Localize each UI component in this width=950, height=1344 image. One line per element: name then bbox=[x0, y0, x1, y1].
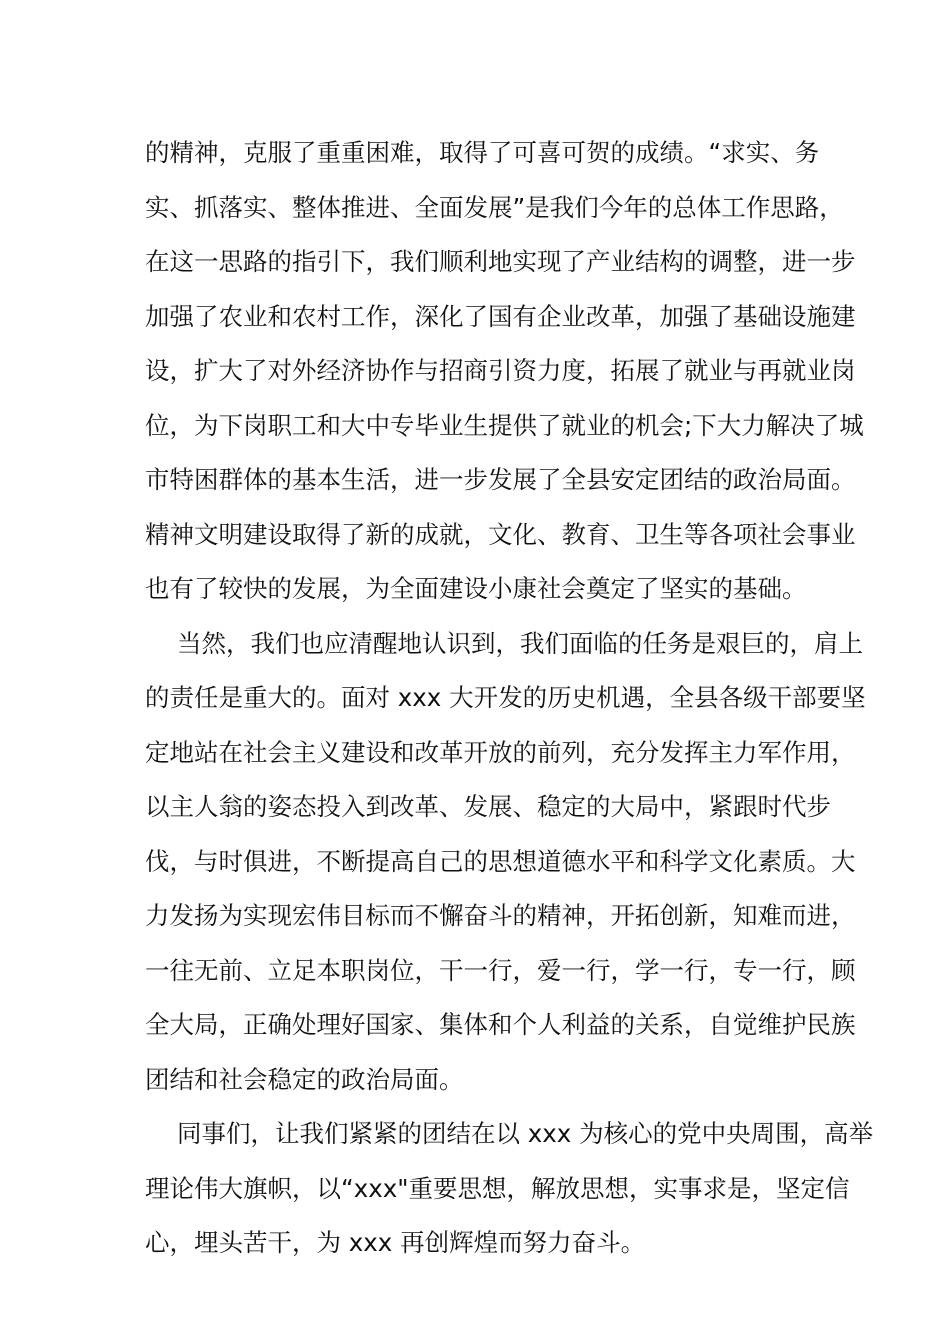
text-line: 心，埋头苦干，为 xxx 再创辉煌而努力奋斗。 bbox=[145, 1228, 646, 1257]
text-line: 定地站在社会主义建设和改革开放的前列，充分发挥主力军作用， bbox=[145, 737, 856, 767]
paragraph-2 bbox=[145, 617, 866, 1108]
paragraph-3 bbox=[145, 1107, 874, 1271]
text-line: 全大局，正确处理好国家、集体和个人利益的关系，自觉维护民族 bbox=[145, 1010, 856, 1039]
text-line: 当然，我们也应清醒地认识到，我们面临的任务是艰巨的，肩上 bbox=[177, 628, 863, 658]
text-line: 实、抓落实、整体推进、全面发展”是我们今年的总体工作思路， bbox=[145, 192, 844, 222]
text-line: 以主人翁的姿态投入到改革、发展、稳定的大局中，紧跟时代步 bbox=[145, 792, 831, 821]
text-line: 一往无前、立足本职岗位，干一行，爱一行，学一行，专一行，顾 bbox=[145, 955, 856, 985]
text-line: 力发扬为实现宏伟目标而不懈奋斗的精神，开拓创新，知难而进， bbox=[145, 901, 856, 930]
text-line: 市特困群体的基本生活，进一步发展了全县安定团结的政治局面。 bbox=[145, 465, 856, 494]
text-line: 位，为下岗职工和大中专毕业生提供了就业的机会;下大力解决了城 bbox=[145, 410, 864, 440]
text-line: 在这一思路的指引下，我们顺利地实现了产业结构的调整，进一步 bbox=[145, 247, 856, 276]
text-line: 的精神，克服了重重困难，取得了可喜可贺的成绩。“求实、务 bbox=[145, 138, 820, 167]
text-line: 伐，与时俱进，不断提高自己的思想道德水平和科学文化素质。大 bbox=[145, 846, 856, 876]
body-text bbox=[145, 126, 874, 1271]
text-line: 精神文明建设取得了新的成就，文化、教育、卫生等各项社会事业 bbox=[145, 519, 856, 549]
text-line: 团结和社会稳定的政治局面。 bbox=[145, 1064, 464, 1094]
text-line: 也有了较快的发展，为全面建设小康社会奠定了坚实的基础。 bbox=[145, 574, 807, 603]
paragraph-1 bbox=[145, 126, 864, 617]
text-line: 同事们，让我们紧紧的团结在以 xxx 为核心的党中央周围，高举 bbox=[177, 1119, 874, 1148]
text-line: 加强了农业和农村工作，深化了国有企业改革，加强了基础设施建 bbox=[145, 301, 856, 331]
text-line: 理论伟大旗帜，以“xxx"重要思想，解放思想，实事求是，坚定信 bbox=[145, 1173, 850, 1203]
text-line: 的责任是重大的。面对 xxx 大开发的历史机遇，全县各级干部要坚 bbox=[145, 683, 866, 712]
text-line: 设，扩大了对外经济协作与招商引资力度，拓展了就业与再就业岗 bbox=[145, 356, 856, 385]
